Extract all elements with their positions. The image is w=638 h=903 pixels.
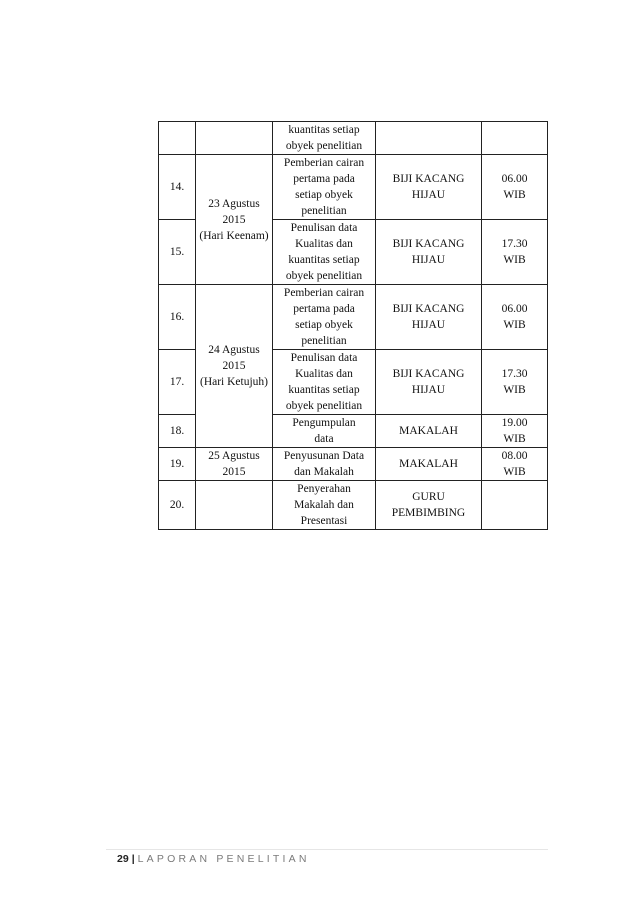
row-number-cell: 18. xyxy=(159,415,196,448)
time-cell: 06.00 WIB xyxy=(482,285,548,350)
time-cell xyxy=(482,481,548,530)
date-cell: 23 Agustus 2015 (Hari Keenam) xyxy=(196,155,273,285)
time-cell: 17.30 WIB xyxy=(482,220,548,285)
activity-cell: kuantitas setiap obyek penelitian xyxy=(273,122,376,155)
footer-separator: | xyxy=(131,853,135,865)
activity-cell: Penyusunan Data dan Makalah xyxy=(273,448,376,481)
table-row xyxy=(159,122,548,155)
row-number-cell: 19. xyxy=(159,448,196,481)
material-cell: MAKALAH xyxy=(376,448,482,481)
activity-cell: Penulisan data Kualitas dan kuantitas setiap obyek penelitian xyxy=(273,350,376,415)
material-cell: BIJI KACANG HIJAU xyxy=(376,285,482,350)
footer-rule xyxy=(106,849,548,850)
row-number-cell: 20. xyxy=(159,481,196,530)
activity-cell: Penulisan data Kualitas dan kuantitas setiap obyek penelitian xyxy=(273,220,376,285)
date-cell: 25 Agustus 2015 xyxy=(196,448,273,481)
table-row xyxy=(159,155,548,220)
table-row xyxy=(159,285,548,350)
time-cell xyxy=(482,122,548,155)
activity-cell: Pemberian cairan pertama pada setiap obyek penelitian xyxy=(273,155,376,220)
table-row xyxy=(159,481,548,530)
material-cell: BIJI KACANG HIJAU xyxy=(376,220,482,285)
activity-cell: Pengumpulan data xyxy=(273,415,376,448)
row-number-cell xyxy=(159,122,196,155)
row-number-cell: 15. xyxy=(159,220,196,285)
time-cell: 17.30 WIB xyxy=(482,350,548,415)
material-cell: BIJI KACANG HIJAU xyxy=(376,155,482,220)
time-cell: 06.00 WIB xyxy=(482,155,548,220)
row-number-cell: 16. xyxy=(159,285,196,350)
footer-title: LAPORAN PENELITIAN xyxy=(137,853,310,865)
material-cell: GURU PEMBIMBING xyxy=(376,481,482,530)
material-cell: BIJI KACANG HIJAU xyxy=(376,350,482,415)
table-row xyxy=(159,448,548,481)
date-cell: 24 Agustus 2015 (Hari Ketujuh) xyxy=(196,285,273,448)
material-cell xyxy=(376,122,482,155)
row-number-cell: 17. xyxy=(159,350,196,415)
material-cell: MAKALAH xyxy=(376,415,482,448)
date-cell xyxy=(196,481,273,530)
page-number: 29 xyxy=(117,853,129,865)
time-cell: 08.00 WIB xyxy=(482,448,548,481)
schedule-table xyxy=(158,121,548,530)
date-cell xyxy=(196,122,273,155)
activity-cell: Penyerahan Makalah dan Presentasi xyxy=(273,481,376,530)
time-cell: 19.00 WIB xyxy=(482,415,548,448)
activity-cell: Pemberian cairan pertama pada setiap obyek penelitian xyxy=(273,285,376,350)
row-number-cell: 14. xyxy=(159,155,196,220)
page-footer xyxy=(117,853,310,865)
